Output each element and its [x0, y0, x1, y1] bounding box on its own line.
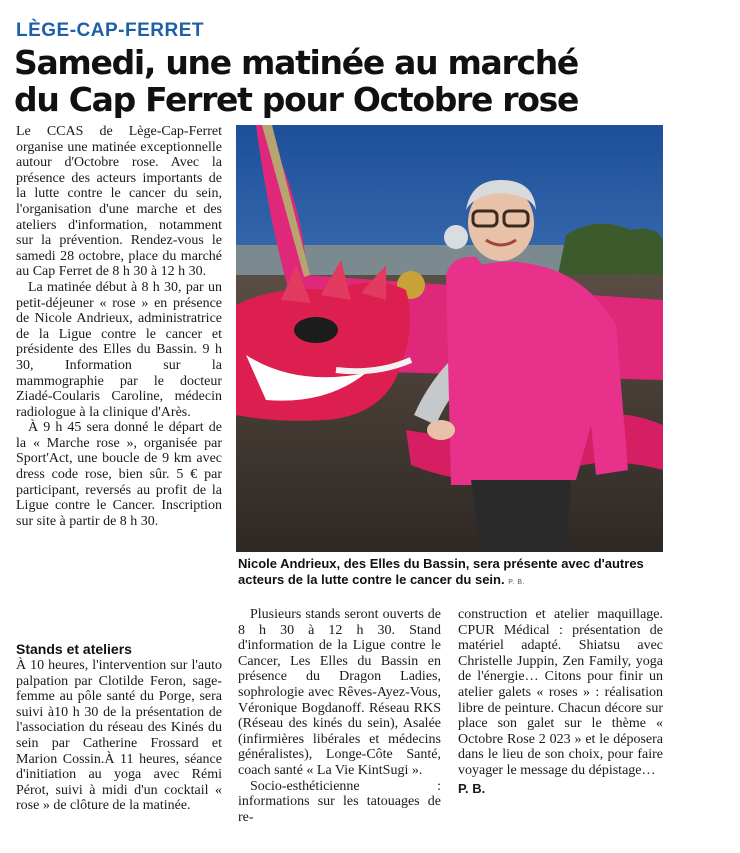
dragon-eye — [294, 317, 338, 343]
paragraph-breakfast: La matinée début à 8 h 30, par un petit-déjeuner « rose » en présence de Nicole Andrieux, administratrice de la Ligue contre le cancer et présidente des Elles du Bassin. 9 h 30, Information sur la mammographie par le docteur Ziadé-Coularis Caroline, médecin radiologue à la clinique d'Arès. — [16, 279, 222, 420]
article-headline — [14, 44, 714, 118]
column-1-stands — [16, 641, 222, 814]
caption-text: Nicole Andrieux, des Elles du Bassin, sera présente avec d'autres acteurs de la lutte contre le cancer du sein. — [238, 556, 644, 587]
paragraph-marche-rose: À 9 h 45 sera donné le départ de la « Marche rose », organisée par Sport'Act, une boucle de 9 km avec dress code rose, bien sûr. 5 € par participant, reversés au profit de la Ligue contre le Cancer. Inscription sur site à partir de 8 h 30. — [16, 420, 222, 529]
paragraph-schedule: À 10 heures, l'intervention sur l'auto palpation par Clotilde Feron, sage-femme au pôle santé du Porge, sera suivi à10 h 30 de la présentation de l'association du réseau des Kinés du sein par Catherine Frossard et Marion Cossin.À 11 heures, séance d'initiation au yoga avec Rémi Pérot, suivi à midi d'un cocktail « rose » de clôture de la matinée. — [16, 658, 222, 814]
photo-credit: P. B. — [508, 579, 526, 586]
paragraph-workshops: construction et atelier maquillage. CPUR Médical : présentation de matériel adapté. Shiatsu avec Christelle Juppin, Zen Family, yoga de l'énergie… Citons pour finir un atelier galets « roses » : réalisation libre de peinture. Chacun décore sur place son galet sur le thème « Octobre Rose 2 023 » et le déposera dans le lieu de son choix, pour faire voyager le message du dépistage… — [458, 607, 663, 778]
column-2 — [238, 607, 441, 825]
headline-line-2: du Cap Ferret pour Octobre rose — [14, 80, 579, 119]
background-lamp — [444, 225, 468, 249]
author-signature: P. B. — [458, 780, 486, 796]
column-3 — [458, 607, 663, 796]
subhead-stands: Stands et ateliers — [16, 641, 132, 657]
article-photo — [236, 125, 663, 552]
paragraph-intro: Le CCAS de Lège-Cap-Ferret organise une matinée exceptionnelle autour d'Octobre rose. Avec la présence des acteurs importants de la lutte contre le cancer du sein, l'organisation d'une marche et des ateliers d'information, notamment sur la prévention. Rendez-vous le samedi 28 octobre, place du marché au Cap Ferret de 8 h 30 à 12 h 30. — [16, 124, 222, 280]
headline-line-1: Samedi, une matinée au marché — [14, 43, 579, 82]
paragraph-stands: Plusieurs stands seront ouverts de 8 h 30 à 12 h 30. Stand d'information de la Ligue contre le Cancer, Les Elles du Bassin en présence du Dragon Ladies, sophrologie avec Rêves-Ayez-Vous, Véronique Bogdanoff. Réseau RKS (Réseau des kinés du sein), Asalée (infirmières libérales et médecins généralistes), Longe-Côte Santé, coach santé « La Vie KintSugi ». — [238, 607, 441, 778]
paragraph-socio: Socio-esthéticienne : informations sur les tatouages de re- — [238, 778, 441, 825]
photo-caption — [238, 556, 678, 591]
woman-trousers — [471, 480, 571, 552]
photo-illustration — [236, 125, 663, 552]
article-kicker: LÈGE-CAP-FERRET — [16, 20, 204, 41]
column-1-intro — [16, 124, 222, 529]
woman-hand — [427, 420, 455, 440]
